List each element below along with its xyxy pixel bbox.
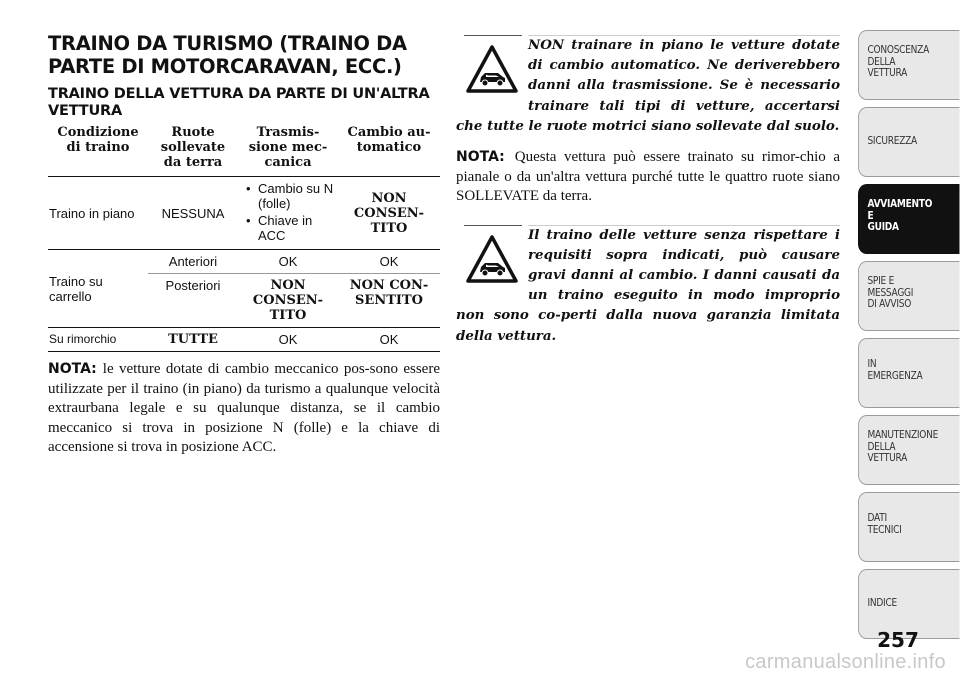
tab-label: AVVIAMENTO [867,198,933,210]
row1-automatic: NON CONSEN-TITO [338,177,440,250]
row1-wheels: NESSUNA [148,177,238,250]
tab-label: EMERGENZA [867,369,923,382]
tab-conoscenza[interactable] [858,30,959,100]
section-subtitle: TRAINO DELLA VETTURA DA PARTE DI UN'ALTRA VETTURA [48,86,430,119]
table-row [48,177,440,250]
tab-spie[interactable] [858,261,959,331]
page-number: 257 [877,628,919,652]
header-automatic: Cambio au-tomatico [338,123,440,177]
row3-condition: Su rimorchio [48,328,148,352]
note-text: le vetture dotate di cambio meccanico pos-sono essere utilizzate per il traino (in piano) da turismo a qualunque velocità extraurbana legale e su qualunque distanza, se il cambio meccanico si trova in posizione N (folle) e la chiave di accensione si trova in posizione ACC. [48,361,440,455]
tab-label: TECNICI [867,523,902,536]
note-label: NOTA: [48,361,97,377]
row2-front-auto: OK [338,250,440,274]
row3-wheels: TUTTE [148,328,238,352]
table-header-row [48,123,440,177]
warning-automatic [456,35,840,136]
row2-rear-auto: NON CON-SENTITO [338,274,440,328]
row1-manual [238,177,338,250]
tab-label: DI AVVISO [867,298,912,310]
header-manual: Trasmis-sione mec-canica [238,123,338,177]
tab-label: DATI [867,512,887,524]
row2-rear-manual: NON CONSEN-TITO [238,274,338,328]
tab-avviamento[interactable] [858,184,959,254]
tab-label: MESSAGGI [867,286,914,299]
row2-front: Anteriori [148,250,238,274]
table-row [48,250,440,274]
note-text: Questa vettura può essere trainato su rimor-chio a pianale o da un'altra vettura purché tutte le quattro ruote siano SOLLEVATE da terra. [456,149,840,205]
tab-label: MANUTENZIONE [867,429,939,441]
tab-label: CONOSCENZA [867,44,930,56]
tab-label: SICUREZZA [867,135,917,147]
row1-manual-item: • Cambio su N (folle) [246,181,336,211]
table-row [48,328,440,352]
chapter-tabs [858,30,960,646]
right-column [456,35,840,346]
row1-condition: Traino in piano [48,177,148,250]
row3-automatic: OK [338,328,440,352]
row3-manual: OK [238,328,338,352]
tab-label: IN [867,358,877,370]
tab-label: GUIDA [867,221,899,233]
row1-manual-item: • Chiave in ACC [246,213,336,243]
warning-text: NON trainare in piano le vetture dotate di cambio automatico. Ne deriverebbero danni alla trasmissione. Se è necessario trainare tali tipi di vetture, accertarsi che tutte le ruote motrici siano sollevate dal suolo. [456,37,840,134]
tab-manutenzione[interactable] [858,415,959,485]
tab-label: E [867,209,874,222]
row2-rear: Posteriori [148,274,238,328]
row2-front-manual: OK [238,250,338,274]
tab-label: DELLA [867,55,896,68]
warning-car-icon [456,225,526,293]
warning-text: Il traino delle vetture senza rispettare i requisiti sopra indicati, può causare gravi danni al cambio. I danni causati da un traino eseguito in modo improprio non sono co-perti dalla nuova garanzia limitata della vettura. [456,226,840,344]
header-condition: Condizione di traino [48,123,148,177]
warning-car-icon [456,35,526,103]
tab-label: VETTURA [867,452,908,464]
warning-improper-towing [456,225,840,346]
tab-emergenza[interactable] [858,338,959,408]
header-wheels: Ruote sollevate da terra [148,123,238,177]
watermark: carmanualsonline.info [745,651,946,673]
tab-label: VETTURA [867,67,908,79]
row2-condition: Traino su carrello [48,250,148,328]
note-towing [456,148,840,207]
tab-label: SPIE E [867,275,895,287]
tab-dati[interactable] [858,492,959,562]
tab-label: DELLA [867,440,896,453]
page-title: TRAINO DA TURISMO (TRAINO DA PARTE DI MOTORCARAVAN, ECC.) [48,32,407,78]
towing-table [48,123,440,352]
tab-label: INDICE [867,597,897,609]
tab-sicurezza[interactable] [858,107,959,177]
note-label: NOTA: [456,149,505,166]
left-column [48,32,440,458]
note-manual-transmission [48,360,440,458]
